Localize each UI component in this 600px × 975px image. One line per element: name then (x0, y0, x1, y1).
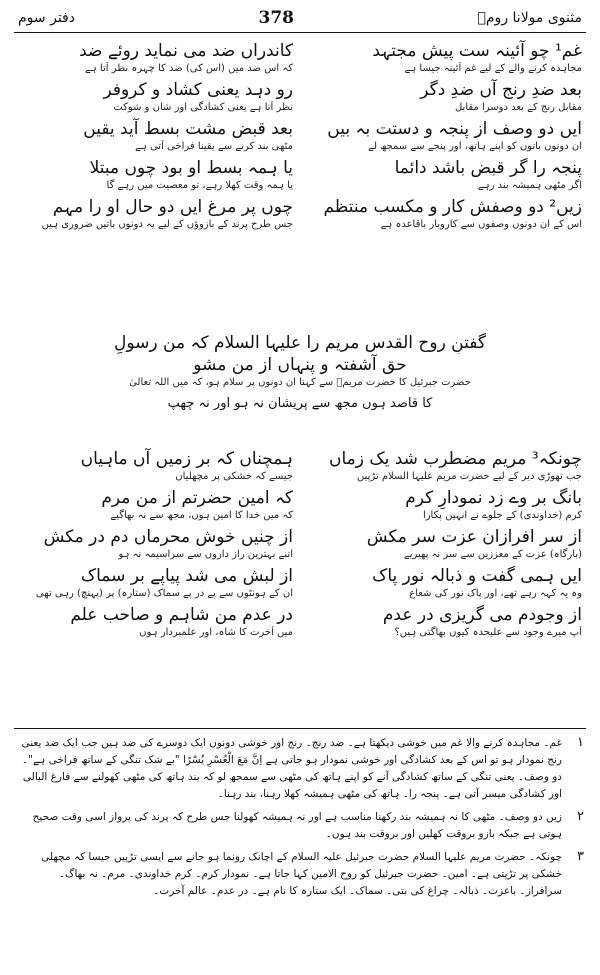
footnote-number: ۱ (577, 735, 584, 750)
hemistich: ایں ہمی گفت و ذبالہ نور پاک وہ یہ کہہ رہے تھے، اور پاک نور کی شعاع (372, 566, 582, 599)
heading-gloss: حضرت جبرئیل کا حضرت مریمؑ سے کہنا ان دونوں پر سلام ہو، کہ میں اللہ تعالیٰ (129, 377, 471, 388)
hemistich: غم¹ چو آئینہ ست پیش مجتہد مجاہدہ کرنے والے کے لیے غم آئینہ جیسا ہے (372, 41, 582, 74)
heading-line-3: کا قاصد ہوں مجھ سے پریشان نہ ہو اور نہ چھپ (167, 396, 433, 411)
heading-line-1: گفتنِ روح القدس مریم را علیہا السلام کہ من رسولِ (114, 333, 486, 353)
hemistich: یا ہمہ بسط او بود چوں مبتلا یا ہمہ وقت کھلا رہے، تو معصیت میں رہے گا (89, 158, 293, 191)
hemistich: از وجودم می گریزی در عدم آپ میرے وجود سے علیحدہ کیوں بھاگتی ہیں؟ (382, 605, 582, 638)
hemistich: کاندراں ضد می نماید روئے ضد کہ اس ضد میں (اس کی) ضد کا چہرہ نظر آتا ہے (79, 41, 293, 74)
hemistich: بعد ضدِ رنج آں ضدِ دگر مقابل رنج کے بعد دوسرا مقابل (420, 80, 582, 113)
header-rule (14, 32, 586, 33)
hemistich: بعد قبض مشت بسط آید یقیں مٹھی بند کرنے سے یقینا فراخی آتی ہے (83, 119, 293, 152)
hemistich: از سر افرازان عزت سر مکش (بارگاہ) عزت کے معززین سے سر نہ پھیریے (366, 527, 582, 560)
book-title: مثنوی مولانا رومؒ (477, 10, 582, 26)
footnote (16, 735, 584, 803)
page-number: 378 (258, 8, 294, 28)
hemistich: چوں پر مرغ ایں دو حال او را مہم جس طرح پرند کے بازوؤں کے لیے یہ دونوں باتیں ضروری ہیں (41, 197, 293, 230)
section-heading (30, 332, 570, 415)
hemistich: ایں دو وصف از پنجہ و دستت بہ بیں ان دونوں باتوں کو اپنے ہاتھ، اور پنجے سے سمجھ لے (327, 119, 582, 152)
hemistich: کہ امین حضرتم از من مرم کہ میں خدا کا امین ہوں، مجھ سے نہ بھاگیے (101, 488, 293, 521)
heading-line-2: حق آشفتہ و پنہاں از من مشو (193, 355, 407, 375)
section-title: دفتر سوم (18, 10, 75, 26)
footnote-rule (14, 728, 586, 729)
hemistich: بانگ بر وے زد نمودارِ کرم کرم (خداوندی) کے جلوے نے انہیں پکارا (405, 488, 582, 521)
footnote-text: زیں دو وصف۔ مٹھی کا نہ ہمیشہ بند رکھنا مناسب ہے اور نہ ہمیشہ کھولنا جس طرح کہ پرند کی پرواز اسی وقت صحیح ہوتی ہے جبکہ بازو بروقت کھلیں اور بروقت بند ہوں۔ (32, 811, 562, 840)
footnotes (16, 735, 584, 906)
hemistich: از چنیں خوش محرماں دم در مکش اتنے بہترین راز داروں سے سراسیمہ نہ ہو (43, 527, 293, 560)
page-header (18, 6, 582, 30)
footnote (16, 809, 584, 843)
hemistich: پنجہ را گر قبض باشد دائما اگر مٹھی ہمیشہ بند رہے (394, 158, 582, 191)
right-column (307, 40, 582, 235)
right-column (307, 448, 582, 643)
couplets-section-2 (18, 448, 582, 643)
left-column (18, 448, 293, 643)
footnote-number: ۳ (577, 849, 584, 864)
hemistich: ہمچناں کہ بر زمیں آں ماہیاں جیسے کہ خشکی پر مچھلیاں (80, 449, 293, 482)
footnote-text: غم۔ مجاہدہ کرنے والا غم میں خوشی دیکھتا ہے۔ ضد رنج۔ رنج اور خوشی دونوں ایک دوسرے کی ضد ہیں جب ایک ضد یعنی رنج نمودار ہو تو اس کے بعد کشادگی اور خوشی نمودار ہو جاتی ہے اِنَّ مَعَ الْعُسْرِ یُسْرًا "بے شک تنگی کے ساتھ فراخی ہے"۔ دو وصف۔ یعنی تنگی کے ساتھ کشادگی آنے کو اپنے ہاتھ کی مٹھی سے سمجھ لو کہ بند ہاتھ کی مٹھی کھولنے سے فارغ البالی اور کشادگی میسر آتی ہے۔ پنجہ را۔ ہاتھ کی مٹھی ہمیشہ کھلا رہنا، بند رہنا۔ (21, 737, 562, 800)
hemistich: از لبش می شد پیاپے بر سماک ان کے ہونٹوں سے پے در پے سماک (ستارہ) پر (پہنچ) رہی تھی (35, 566, 293, 599)
left-column (18, 40, 293, 235)
footnote (16, 849, 584, 900)
footnote-number: ۲ (577, 809, 584, 824)
couplets-section-1 (18, 40, 582, 235)
footnote-text: چونکہ۔ حضرت مریم علیہا السلام حضرت جبرئیل علیہ السلام کے اچانک رونما ہو جانے سے ایسی تڑپیں جیسا کہ مچھلی خشکی پر تڑپتی ہے۔ امین۔ حضرت جبرئیل کو روح الامین کہا جاتا ہے۔ نمودار کرم۔ کرم خداوندی۔ مرم۔ نہ بھاگ۔ سرافراز۔ باعزت۔ ذبالہ۔ چراغ کی بتی۔ سماک۔ ایک ستارہ کا نام ہے۔ در عدم۔ عالم آخرت۔ (41, 851, 562, 897)
hemistich: زیں² دو وصفش کار و مکسب منتظم اس کے ان دونوں وصفوں سے کاروبار باقاعدہ ہے (323, 197, 582, 230)
hemistich: رو دہد یعنی کشاد و کروفر نظر آتا ہے یعنی کشادگی اور شان و شوکت (103, 80, 293, 113)
hemistich: در عدم من شاہم و صاحب علم میں آخرت کا شاہ، اور علمبردار ہوں (70, 605, 293, 638)
hemistich: چونکہ³ مریم مضطرب شد یک زماں جب تھوڑی دیر کے لیے حضرت مریم علیہا السلام تڑپیں (328, 449, 582, 482)
